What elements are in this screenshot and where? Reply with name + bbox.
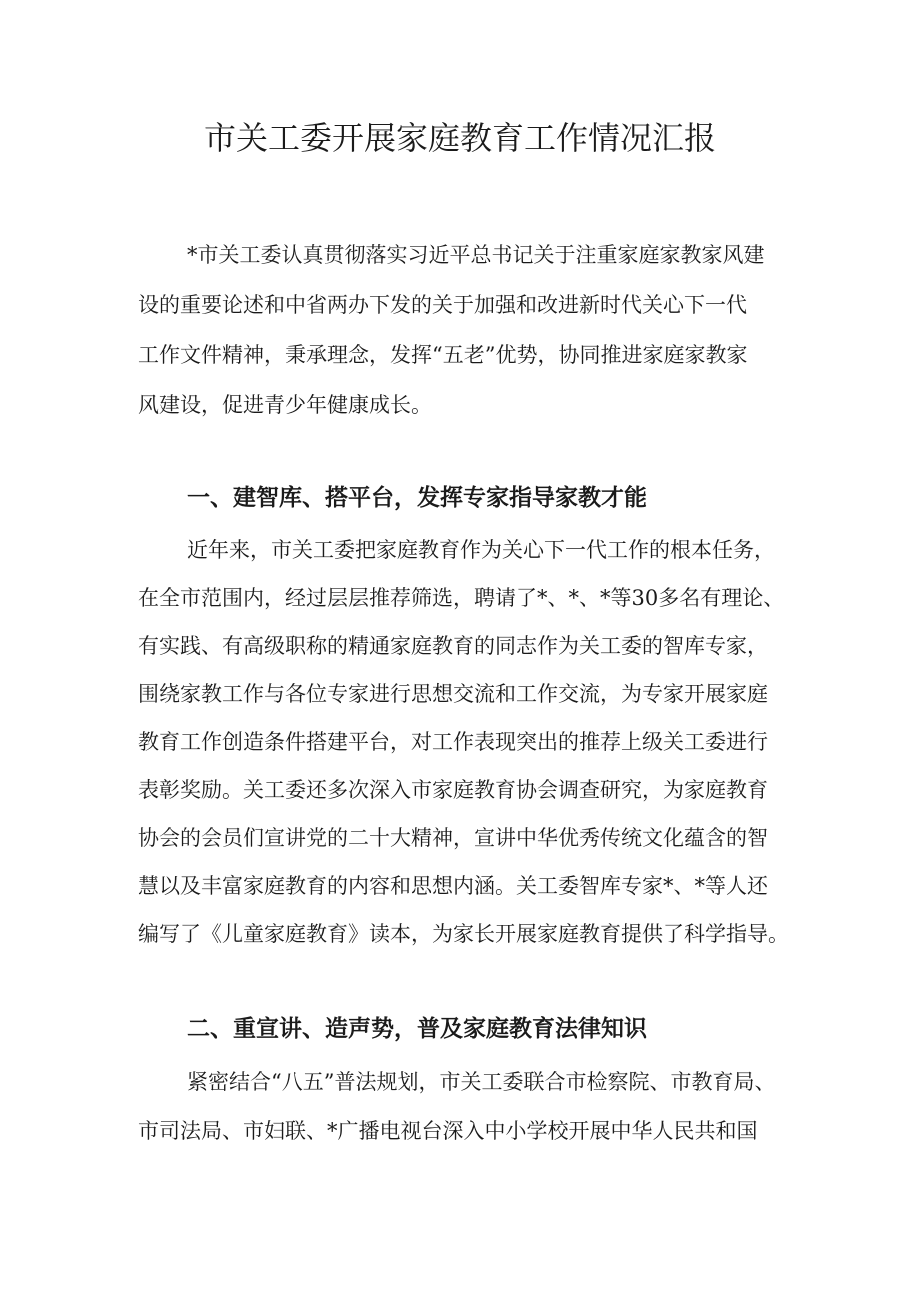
body-line: 市司法局、市妇联、*广播电视台深入中小学校开展中华人民共和国 — [138, 1119, 758, 1143]
body-line: 近年来，市关工委把家庭教育作为关心下一代工作的根本任务， — [187, 538, 775, 562]
body-line: 编写了《儿童家庭教育》读本，为家长开展家庭教育提供了科学指导。 — [138, 922, 789, 946]
intro-line: 风建设，促进青少年健康成长。 — [138, 393, 432, 417]
section-heading: 二、重宣讲、造声势，普及家庭教育法律知识 — [187, 1016, 647, 1042]
body-line: 表彰奖励。关工委还多次深入市家庭教育协会调查研究，为家庭教育 — [138, 778, 768, 802]
body-line: 有实践、有高级职称的精通家庭教育的同志作为关工委的智库专家， — [138, 634, 768, 658]
body-line: 紧密结合“八五”普法规划，市关工委联合市检察院、市教育局、 — [187, 1070, 776, 1094]
document-title: 市关工委开展家庭教育工作情况汇报 — [203, 119, 716, 157]
intro-line: 设的重要论述和中省两办下发的关于加强和改进新时代关心下一代 — [138, 293, 747, 317]
body-line: 围绕家教工作与各位专家进行思想交流和工作交流，为专家开展家庭 — [138, 682, 768, 706]
intro-line: 工作文件精神，秉承理念，发挥“五老”优势，协同推进家庭家教家 — [138, 343, 748, 367]
body-line: 协会的会员们宣讲党的二十大精神，宣讲中华优秀传统文化蕴含的智 — [138, 826, 768, 850]
body-line: 在全市范围内，经过层层推荐筛选，聘请了*、*、*等30多名有理论、 — [138, 586, 785, 610]
section-heading: 一、建智库、搭平台，发挥专家指导家教才能 — [187, 485, 647, 511]
body-line: 教育工作创造条件搭建平台，对工作表现突出的推荐上级关工委进行 — [138, 730, 768, 754]
body-line: 慧以及丰富家庭教育的内容和思想内涵。关工委智库专家*、*等人还 — [138, 874, 768, 898]
intro-line: *市关工委认真贯彻落实习近平总书记关于注重家庭家教家风建 — [187, 243, 765, 267]
